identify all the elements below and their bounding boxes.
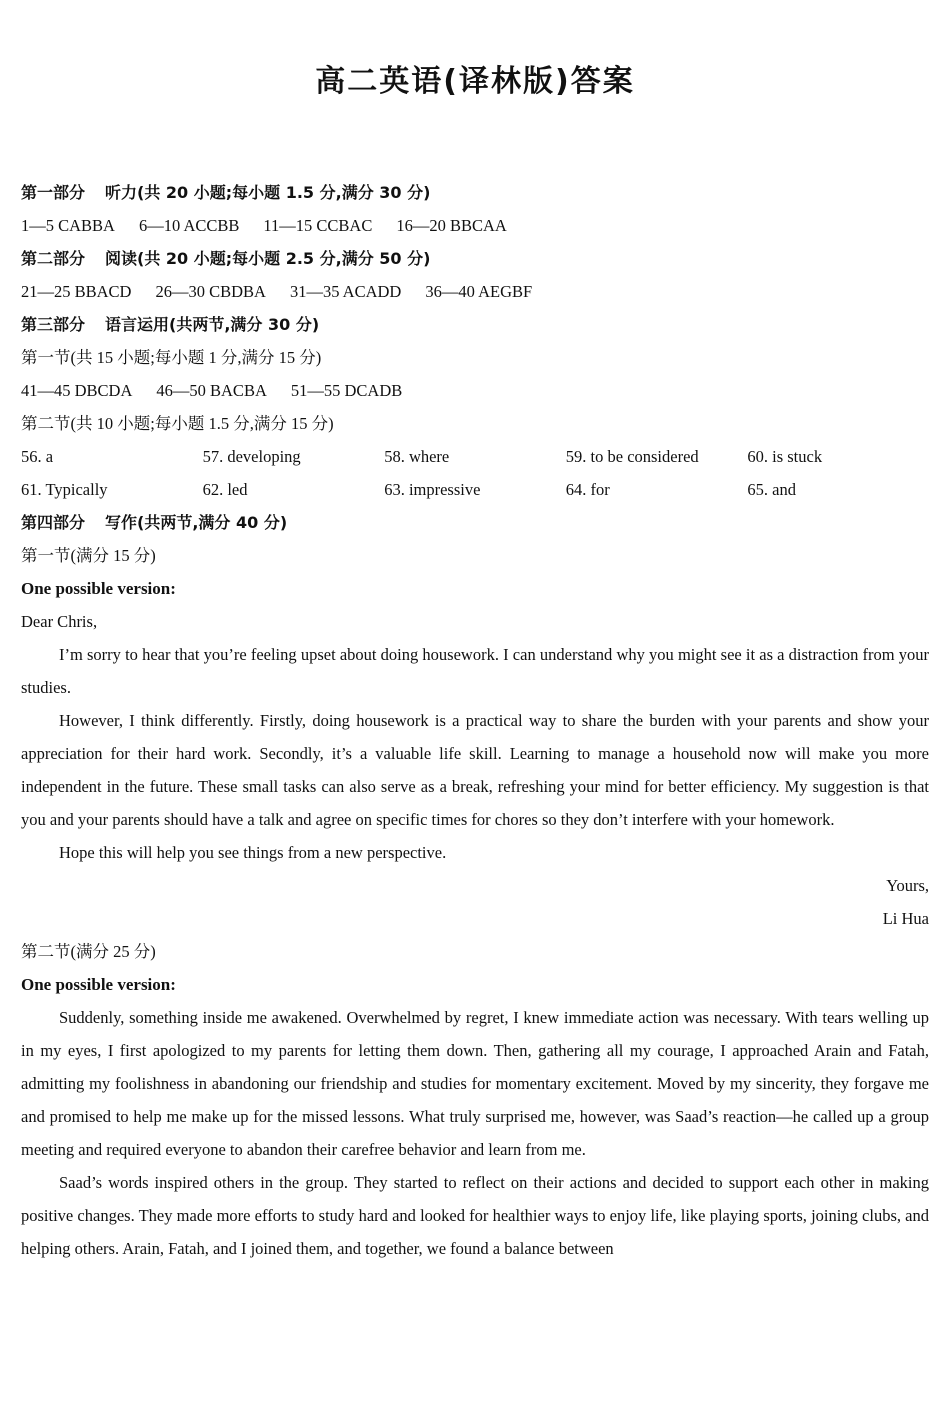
section-heading: 第一节(满分 15 分) [21,546,156,565]
fill-answer: 59. to be considered [565,447,699,466]
answer-group: 6—10 ACCBB [138,216,240,235]
section-heading: 第二节(满分 25 分) [21,942,156,961]
answer-group: 31—35 ACADD [289,282,402,301]
part3-heading [21,308,929,341]
fill-answers-row [21,440,929,473]
part-desc: 听力(共 20 小题;每小题 1.5 分,满分 30 分) [105,183,431,202]
fill-answer: 58. where [384,447,450,466]
letter-signature: Li Hua [882,909,929,928]
fill-answer: 63. impressive [384,480,481,499]
part-desc: 写作(共两节,满分 40 分) [105,513,288,532]
part-label: 第二部分 [21,249,86,268]
part1-answers [21,209,929,242]
section-heading: 第一节(共 15 小题;每小题 1 分,满分 15 分) [21,348,322,367]
answer-content [21,176,929,1265]
letter-greeting: Dear Chris, [21,612,98,631]
fill-answer: 64. for [565,480,610,499]
part4-heading [21,506,929,539]
answer-group: 51—55 DCADB [290,381,403,400]
fill-answer: 57. developing [202,447,301,466]
answer-group: 26—30 CBDBA [155,282,266,301]
part2-answers [21,275,929,308]
part-label: 第四部分 [21,513,86,532]
part3-answers [21,374,929,407]
fill-answer: 61. Typically [21,480,108,499]
letter-paragraph: However, I think differently. Firstly, doing housework is a practical way to share the burden with your parents and show your appreciation for their hard work. Secondly, it’s a valuable life skill. Learning to manage a household now will make you more independent in the future. These small tasks can also serve as a break, refreshing your mind for better efficiency. My suggestion is that you and your parents should have a talk and agree on specific times for chores so they don’t interfere with your homework. [21,711,929,829]
answer-group: 41—45 DBCDA [21,381,133,400]
answer-group: 1—5 CABBA [21,216,115,235]
fill-answers-row [21,473,929,506]
version-label: One possible version: [21,975,176,994]
letter-closing: Yours, [886,876,929,895]
part-desc: 语言运用(共两节,满分 30 分) [105,315,320,334]
letter-paragraph: Hope this will help you see things from a new perspective. [59,843,447,862]
story-paragraph: Saad’s words inspired others in the group. They started to reflect on their actions and decided to support each other in making positive changes. They made more efforts to study hard and looked for healthier ways to enjoy life, like playing sports, joining clubs, and helping others. Arain, Fatah, and I joined them, and together, we found a balance between [21,1173,929,1258]
answer-group: 46—50 BACBA [156,381,267,400]
letter-paragraph: I’m sorry to hear that you’re feeling upset about doing housework. I can understand why you might see it as a distraction from your studies. [21,645,929,697]
part-label: 第三部分 [21,315,86,334]
page-title: 高二英语(译林版)答案 [315,64,635,99]
fill-answer: 56. a [21,447,54,466]
fill-answer: 65. and [747,480,796,499]
version-label: One possible version: [21,579,176,598]
part1-heading [21,176,929,209]
story-paragraph: Suddenly, something inside me awakened. Overwhelmed by regret, I knew immediate action was necessary. With tears welling up in my eyes, I first apologized to my parents for letting them down. Then, gathering all my courage, I approached Arain and Fatah, admitting my foolishness in abandoning our friendship and studies for momentary excitement. Moved by my sincerity, they forgave me and promised to help me make up for the missed lessons. What truly surprised me, however, was Saad’s reaction—he called up a group meeting and required everyone to abandon their carefree behavior and learn from me. [21,1008,929,1159]
answer-group: 36—40 AEGBF [425,282,533,301]
fill-answer: 62. led [202,480,248,499]
fill-answer: 60. is stuck [747,447,823,466]
answer-group: 11—15 CCBAC [263,216,373,235]
section-heading: 第二节(共 10 小题;每小题 1.5 分,满分 15 分) [21,414,334,433]
part-label: 第一部分 [21,183,86,202]
answer-group: 21—25 BBACD [21,282,132,301]
answer-group: 16—20 BBCAA [396,216,507,235]
part-desc: 阅读(共 20 小题;每小题 2.5 分,满分 50 分) [105,249,431,268]
part2-heading [21,242,929,275]
